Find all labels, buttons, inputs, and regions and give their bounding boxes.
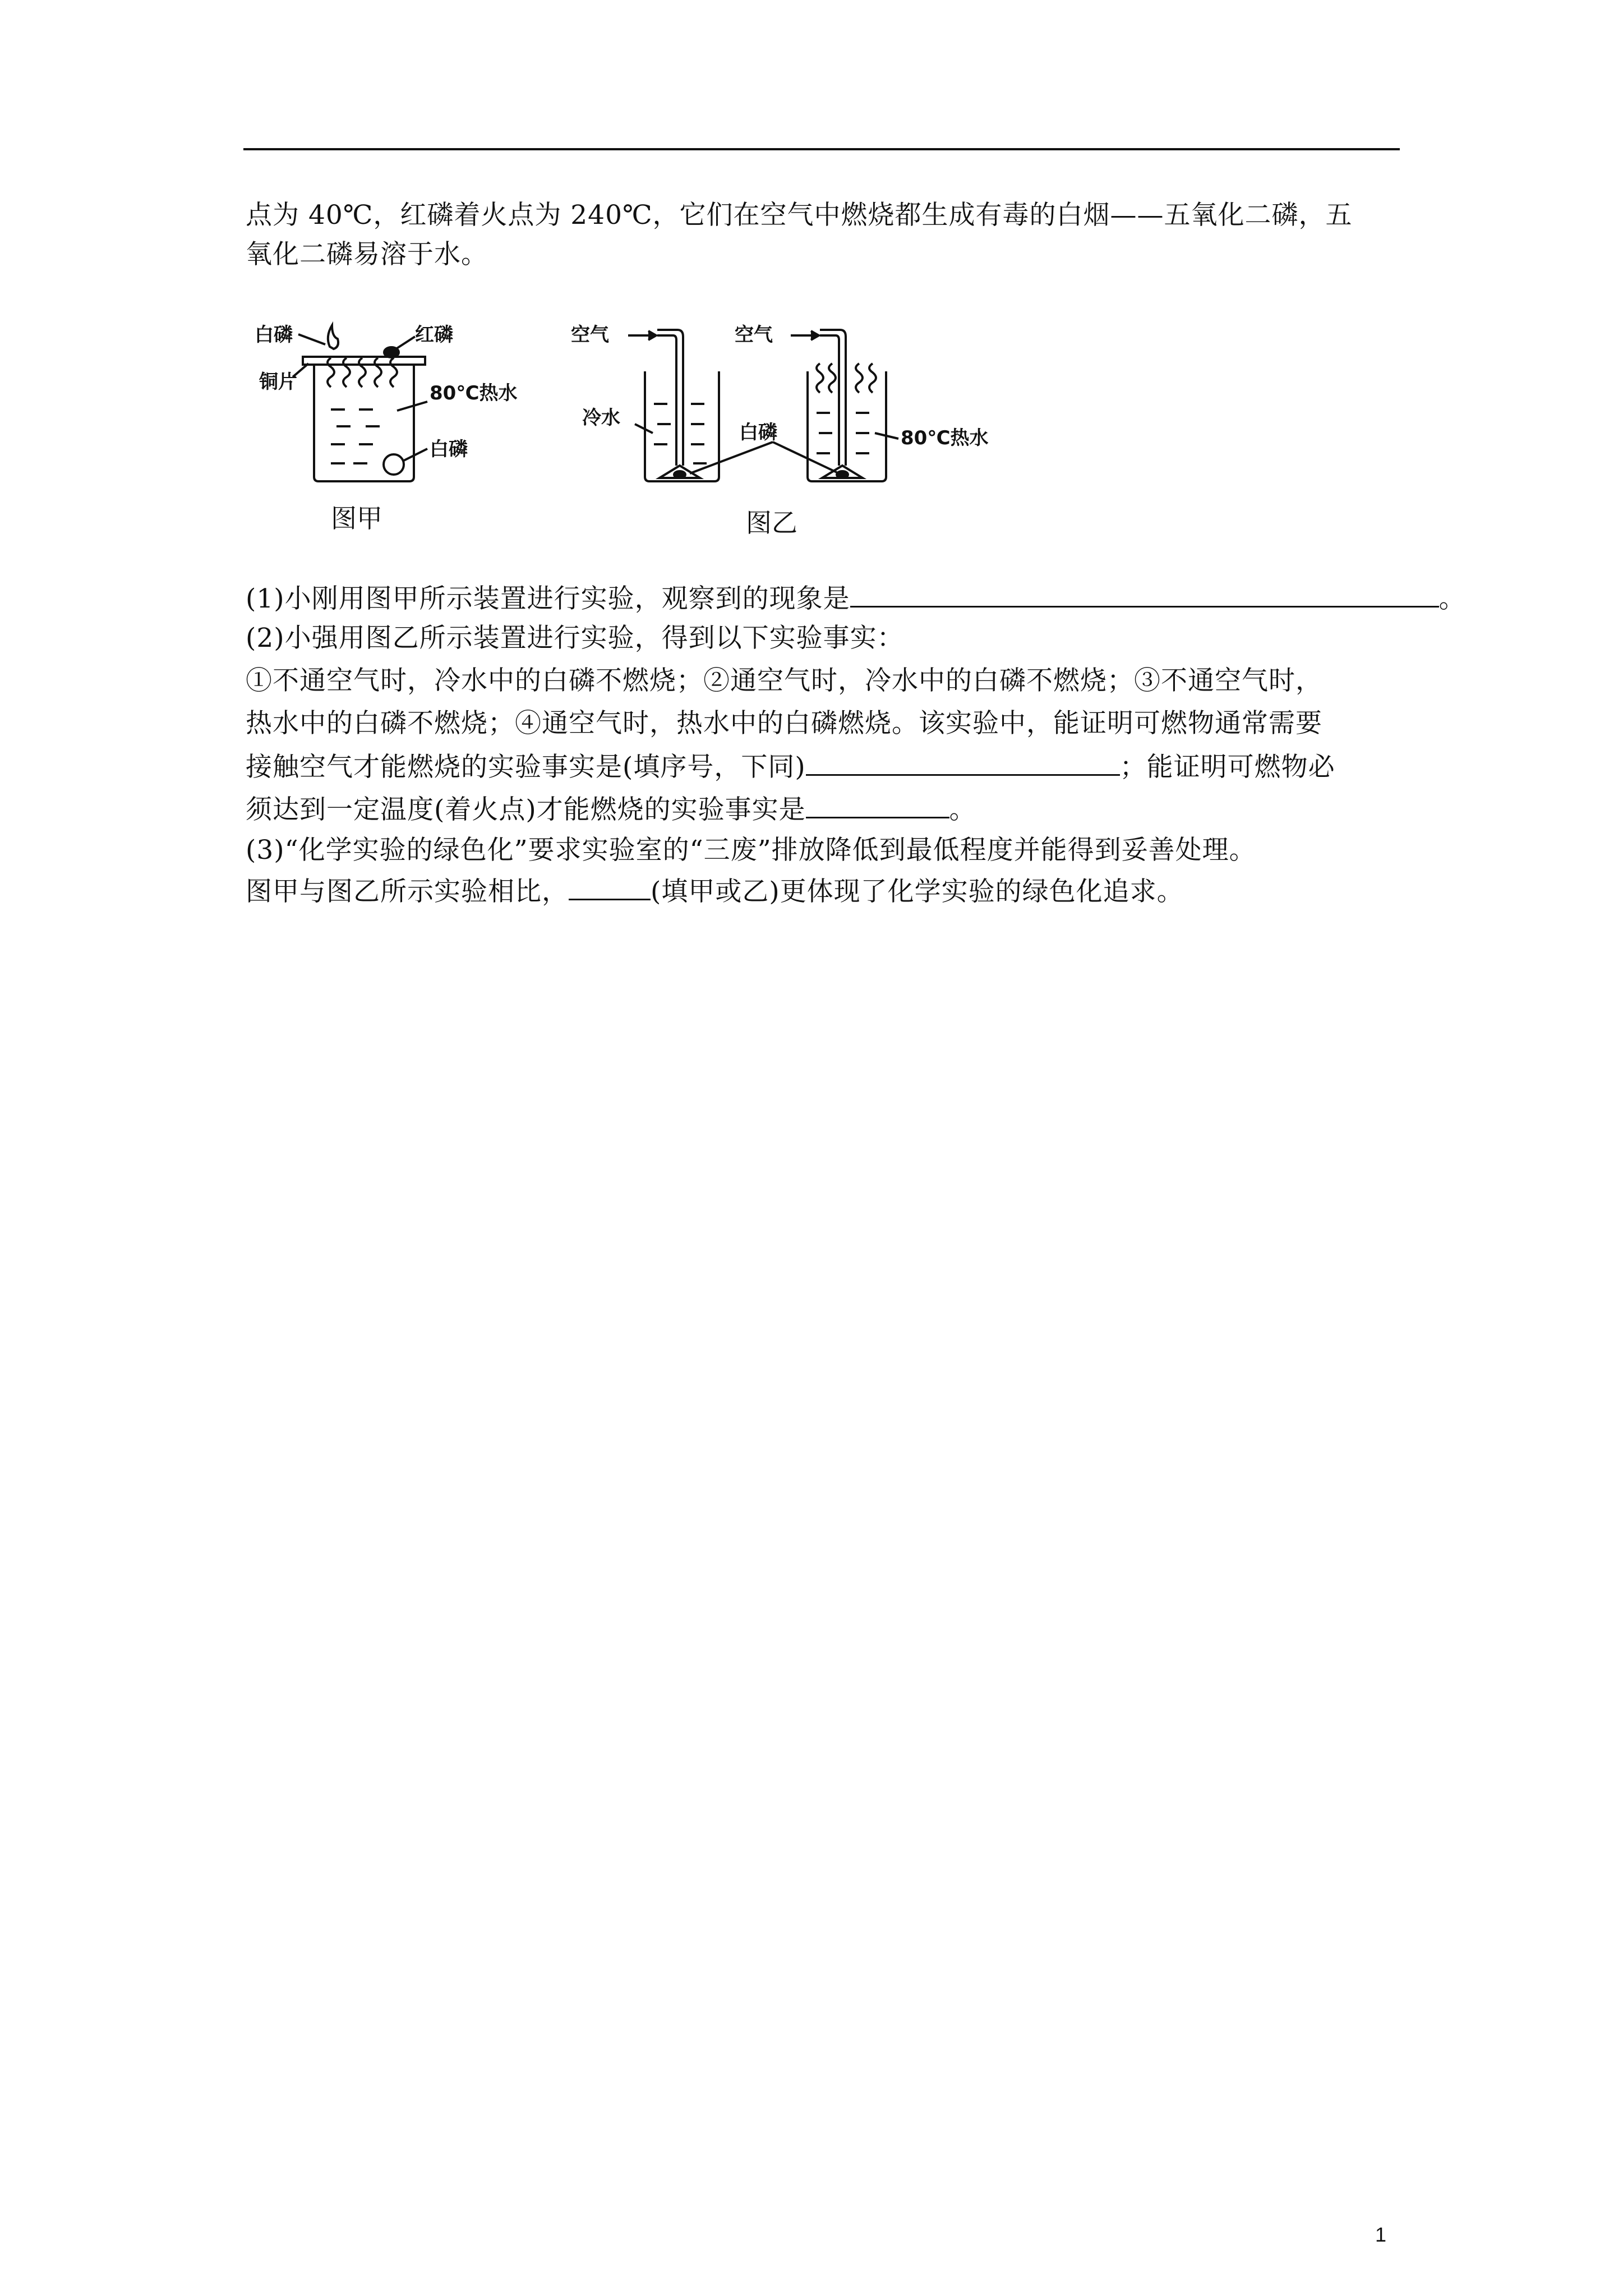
white-phosphorus-underwater bbox=[384, 454, 404, 475]
question-2-intro: (2)小强用图乙所示装置进行实验，得到以下实验事实： bbox=[246, 623, 904, 654]
intro-line-2: 氧化二磷易溶于水。 bbox=[246, 239, 488, 270]
question-3-line-2 bbox=[246, 873, 1184, 910]
experiment-figure bbox=[247, 314, 1032, 550]
figure-jia bbox=[293, 325, 427, 481]
caption-yi: 图乙 bbox=[746, 508, 797, 538]
question-1 bbox=[246, 580, 1466, 617]
label-yi-air-2: 空气 bbox=[735, 324, 773, 346]
question-2-line-2: 热水中的白磷不燃烧；④通空气时，热水中的白磷燃烧。该实验中，能证明可燃物通常需要 bbox=[246, 708, 1322, 739]
q2-temperature-answer-blank[interactable] bbox=[806, 791, 949, 818]
label-jia-white-p-bottom: 白磷 bbox=[430, 438, 468, 461]
label-yi-cold-water: 冷水 bbox=[582, 407, 620, 429]
intro-line-1: 点为 40℃，红磷着火点为 240℃，它们在空气中燃烧都生成有毒的白烟——五氧化二磷，五 bbox=[246, 200, 1353, 231]
label-yi-white-p: 白磷 bbox=[739, 421, 777, 444]
question-2-line-1: ①不通空气时，冷水中的白磷不燃烧；②通空气时，冷水中的白磷不燃烧；③不通空气时， bbox=[246, 665, 1322, 696]
label-jia-copper: 铜片 bbox=[259, 371, 297, 393]
flame-icon bbox=[328, 325, 338, 349]
label-jia-hot-water: 80℃热水 bbox=[430, 382, 518, 404]
label-jia-red-p: 红磷 bbox=[415, 324, 453, 346]
q2-line4-text-a: 须达到一定温度(着火点)才能燃烧的实验事实是 bbox=[246, 794, 806, 825]
q1-answer-blank[interactable] bbox=[850, 580, 1439, 608]
label-yi-air-1: 空气 bbox=[571, 324, 609, 346]
question-2-line-3 bbox=[246, 748, 1335, 785]
figure-yi-right bbox=[690, 330, 898, 481]
label-yi-hot-water: 80℃热水 bbox=[901, 427, 989, 449]
q3-line2-text-a: 图甲与图乙所示实验相比， bbox=[246, 876, 569, 907]
page-number: 1 bbox=[1375, 2223, 1387, 2246]
header-rule bbox=[243, 148, 1400, 150]
question-3-line-1: (3)“化学实验的绿色化”要求实验室的“三废”排放降低到最低程度并能得到妥善处理。 bbox=[246, 835, 1256, 866]
experiment-diagram bbox=[247, 314, 1032, 550]
q2-line3-text-a: 接触空气才能燃烧的实验事实是(填序号，下同) bbox=[246, 752, 806, 783]
caption-jia: 图甲 bbox=[331, 503, 382, 533]
q1-end: 。 bbox=[1438, 583, 1466, 614]
question-2-line-4 bbox=[246, 791, 976, 828]
figure-yi-left bbox=[628, 330, 719, 481]
q2-line3-text-b: ；能证明可燃物必 bbox=[1119, 752, 1335, 783]
q3-line2-text-b: (填甲或乙)更体现了化学实验的绿色化追求。 bbox=[651, 876, 1184, 907]
q1-text: (1)小刚用图甲所示装置进行实验，观察到的现象是 bbox=[246, 583, 850, 614]
q2-line4-text-b: 。 bbox=[949, 794, 976, 825]
label-jia-white-p: 白磷 bbox=[255, 324, 293, 346]
q3-answer-blank[interactable] bbox=[569, 873, 651, 900]
copper-plate bbox=[303, 357, 425, 365]
q2-air-answer-blank[interactable] bbox=[806, 748, 1120, 776]
